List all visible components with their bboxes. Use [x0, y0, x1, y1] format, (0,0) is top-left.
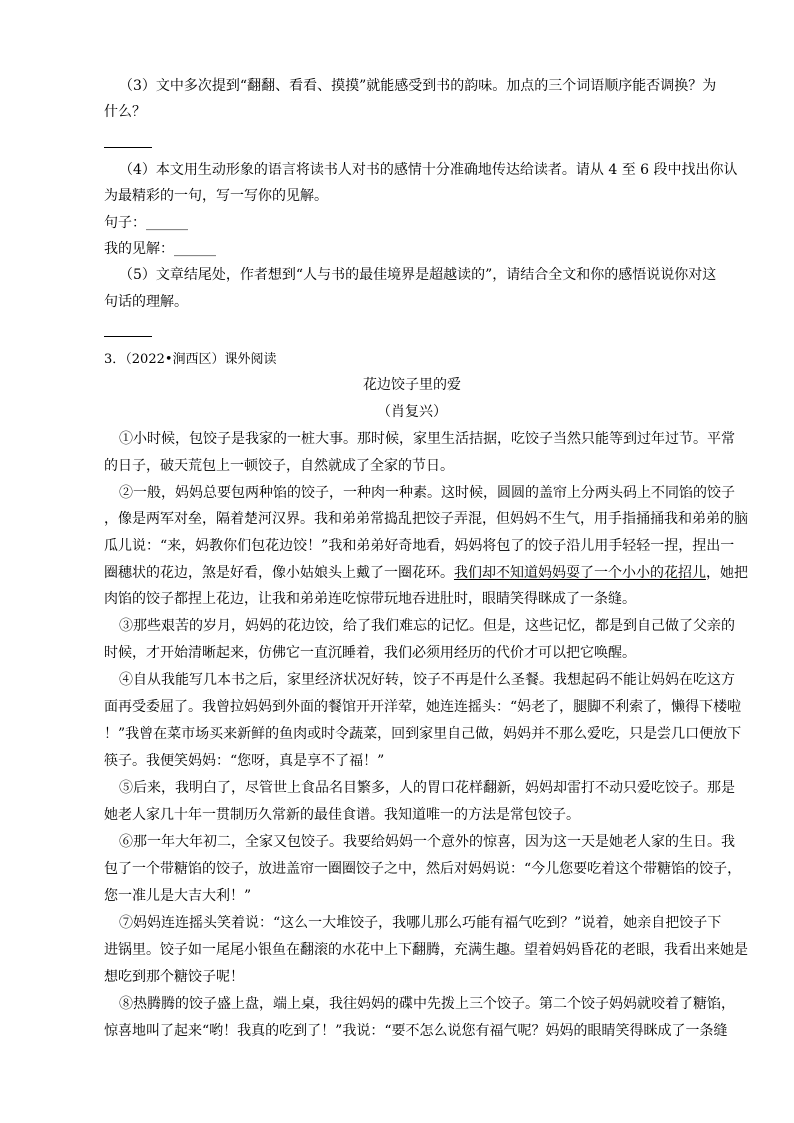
p6-line-1: ⑥那一年大年初二，全家又包饺子。我要给妈妈一个意外的惊喜，因为这一天是她老人家的生日。我	[119, 834, 735, 850]
p2-line-4	[104, 564, 748, 582]
q4-sentence-blank[interactable]: 句子：______	[104, 215, 188, 231]
p4-line-4: 筷子。我便笑妈妈：“您呀，真是享不了福！”	[104, 753, 385, 769]
q3-line-2: 什么？	[104, 104, 146, 120]
p2-line-5: 肉馅的饺子都捏上花边，让我和弟弟连吃惊带玩地吞进肚时，眼睛笑得眯成了一条缝。	[104, 591, 636, 607]
q4-line-2: 为最精彩的一句，写一写你的见解。	[104, 188, 328, 204]
p6-line-2: 包了一个带糖馅的饺子，放进盖帘一圈圈饺子之中，然后对妈妈说：“今儿您要吃着这个带糖馅的饺子，	[104, 861, 742, 877]
q3-answer-blank[interactable]	[104, 147, 152, 148]
p7-line-1: ⑦妈妈连连摇头笑着说：“这么一大堆饺子，我哪儿那么巧能有福气吃到？”说着，她亲自把饺子下	[119, 915, 722, 931]
p2-line-2: ，像是两军对垒，隔着楚河汉界。我和弟弟常捣乱把饺子弄混，但妈妈不生气，用手指捅捅我和弟弟的脑	[104, 511, 748, 527]
p2-line-4a: 圈穗状的花边，煞是好看，像小姑娘头上戴了一圈花环。	[104, 565, 454, 581]
article-title: 花边饺子里的爱	[363, 377, 461, 393]
q3-line-1: （3）文中多次提到“翻翻、看看、摸摸”就能感受到书的韵味。加点的三个词语顺序能否调换？为	[119, 78, 717, 94]
p5-line-2: 她老人家几十年一贯制历久常新的最佳食谱。我知道唯一的方法是常包饺子。	[104, 807, 580, 823]
section-header: 3．（2022•涧西区）课外阅读	[104, 352, 277, 367]
q5-line-1: （5）文章结尾处，作者想到“人与书的最佳境界是超越读的”，请结合全文和你的感悟说说你对这	[119, 267, 717, 283]
p1-line-1: ①小时候，包饺子是我家的一桩大事。那时候，家里生活拮据，吃饺子当然只能等到过年过节。平常	[119, 431, 735, 447]
p3-line-1: ③那些艰苦的岁月，妈妈的花边饺，给了我们难忘的记忆。但是，这些记忆，都是到自己做了父亲的	[119, 618, 735, 634]
p6-line-3: 您一准儿是大吉大利！”	[104, 888, 252, 904]
q5-answer-blank[interactable]	[104, 336, 152, 337]
q4-opinion-blank[interactable]: 我的见解：______	[104, 241, 216, 257]
p3-line-2: 时候，才开始清晰起来，仿佛它一直沉睡着，我们必须用经历的代价才可以把它唤醒。	[104, 645, 636, 661]
p2-line-1: ②一般，妈妈总要包两种馅的饺子，一种肉一种素。这时候，圆圆的盖帘上分两头码上不同馅的饺子	[119, 485, 735, 501]
underlined-sentence: 我们却不知道妈妈耍了一个小小的花招儿	[454, 565, 706, 581]
p2-line-3: 瓜儿说：“来，妈教你们包花边饺！”我和弟弟好奇地看，妈妈将包了的饺子沿儿用手轻轻一捏，捏出一	[104, 538, 735, 554]
p8-line-1: ⑧热腾腾的饺子盛上盘，端上桌，我往妈妈的碟中先拨上三个饺子。第二个饺子妈妈就咬着了糖馅，	[119, 996, 735, 1012]
p2-line-4b: ，她把	[706, 565, 748, 581]
q4-line-1: （4）本文用生动形象的语言将读书人对书的感情十分准确地传达给读者。请从 4 至 6 段中找出你认	[119, 162, 738, 178]
p7-line-2: 进锅里。饺子如一尾尾小银鱼在翻滚的水花中上下翻腾，充满生趣。望着妈妈昏花的老眼，我看出来她是	[104, 942, 748, 958]
p5-line-1: ⑤后来，我明白了，尽管世上食品名目繁多，人的胃口花样翻新，妈妈却雷打不动只爱吃饺子。那是	[119, 780, 735, 796]
p7-line-3: 想吃到那个糖饺子呢！	[104, 969, 244, 985]
article-author: （肖复兴）	[377, 404, 447, 420]
p4-line-2: 面再受委屈了。我曾拉妈妈到外面的餐馆开开洋荤，她连连摇头：“妈老了，腿脚不利索了，懒得下楼啦	[104, 699, 742, 715]
p8-line-2: 惊喜地叫了起来“哟！我真的吃到了！”我说：“要不怎么说您有福气呢？妈妈的眼睛笑得眯成了一条缝	[104, 1023, 728, 1039]
q5-line-2: 句话的理解。	[104, 294, 188, 310]
p4-line-1: ④自从我能写几本书之后，家里经济状况好转，饺子不再是什么圣餐。我想起码不能让妈妈在吃这方	[119, 672, 735, 688]
p1-line-2: 的日子，破天荒包上一顿饺子，自然就成了全家的节日。	[104, 458, 454, 474]
p4-line-3: ！”我曾在菜市场买来新鲜的鱼肉或时令蔬菜，回到家里自己做，妈妈并不那么爱吃，只是尝几口便放下	[104, 726, 742, 742]
